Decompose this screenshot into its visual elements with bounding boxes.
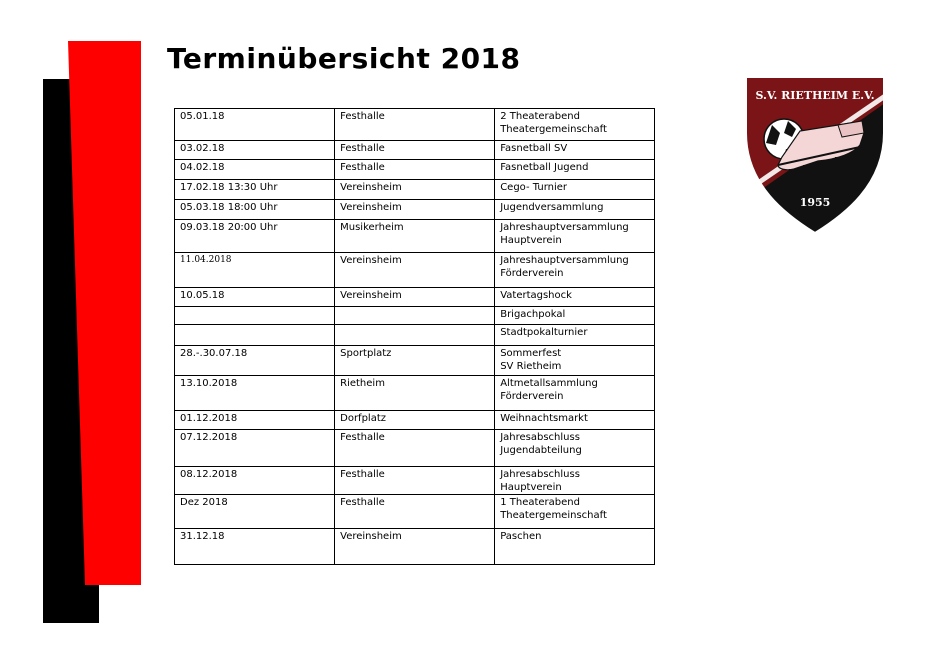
date-cell: 17.02.18 13:30 Uhr bbox=[175, 180, 335, 200]
event-cell: Fasnetball SV bbox=[495, 141, 655, 160]
date-cell: 13.10.2018 bbox=[175, 376, 335, 411]
event-cell: Jahreshauptversammlung Hauptverein bbox=[495, 220, 655, 253]
place-cell bbox=[335, 325, 495, 346]
place-cell: Festhalle bbox=[335, 160, 495, 180]
date-cell: Dez 2018 bbox=[175, 495, 335, 529]
event-cell: Jugendversammlung bbox=[495, 200, 655, 220]
place-cell: Vereinsheim bbox=[335, 288, 495, 307]
place-cell: Festhalle bbox=[335, 495, 495, 529]
table-row bbox=[175, 529, 655, 565]
table-row bbox=[175, 288, 655, 307]
date-cell bbox=[175, 307, 335, 325]
event-cell: Jahresabschluss Hauptverein bbox=[495, 467, 655, 495]
table-row bbox=[175, 253, 655, 288]
event-cell: 2 Theaterabend Theatergemeinschaft bbox=[495, 109, 655, 141]
event-cell: Vatertagshock bbox=[495, 288, 655, 307]
place-cell: Vereinsheim bbox=[335, 200, 495, 220]
date-cell: 09.03.18 20:00 Uhr bbox=[175, 220, 335, 253]
date-cell: 04.02.18 bbox=[175, 160, 335, 180]
place-cell: Vereinsheim bbox=[335, 180, 495, 200]
place-cell: Dorfplatz bbox=[335, 411, 495, 430]
table-row bbox=[175, 160, 655, 180]
table-row bbox=[175, 325, 655, 346]
date-cell: 11.04.2018 bbox=[175, 253, 335, 288]
place-cell: Festhalle bbox=[335, 430, 495, 467]
place-cell: Rietheim bbox=[335, 376, 495, 411]
date-cell: 10.05.18 bbox=[175, 288, 335, 307]
table-row bbox=[175, 467, 655, 495]
place-cell: Vereinsheim bbox=[335, 529, 495, 565]
table-row bbox=[175, 141, 655, 160]
table-row bbox=[175, 307, 655, 325]
date-cell: 07.12.2018 bbox=[175, 430, 335, 467]
place-cell bbox=[335, 307, 495, 325]
place-cell: Festhalle bbox=[335, 141, 495, 160]
table-row bbox=[175, 200, 655, 220]
logo-year: 1955 bbox=[799, 196, 831, 209]
date-cell: 05.03.18 18:00 Uhr bbox=[175, 200, 335, 220]
date-cell bbox=[175, 325, 335, 346]
table-row bbox=[175, 430, 655, 467]
place-cell: Festhalle bbox=[335, 467, 495, 495]
event-cell: Jahresabschluss Jugendabteilung bbox=[495, 430, 655, 467]
event-cell: Sommerfest SV Rietheim bbox=[495, 346, 655, 376]
event-cell: Stadtpokalturnier bbox=[495, 325, 655, 346]
table-row bbox=[175, 109, 655, 141]
club-crest-logo bbox=[742, 73, 888, 235]
event-cell: Jahreshauptversammlung Förderverein bbox=[495, 253, 655, 288]
table-row bbox=[175, 180, 655, 200]
place-cell: Sportplatz bbox=[335, 346, 495, 376]
event-cell: Weihnachtsmarkt bbox=[495, 411, 655, 430]
place-cell: Musikerheim bbox=[335, 220, 495, 253]
table-row bbox=[175, 220, 655, 253]
date-cell: 28.-.30.07.18 bbox=[175, 346, 335, 376]
date-cell: 01.12.2018 bbox=[175, 411, 335, 430]
schedule-table bbox=[174, 108, 655, 565]
event-cell: Fasnetball Jugend bbox=[495, 160, 655, 180]
table-row bbox=[175, 376, 655, 411]
table-row bbox=[175, 346, 655, 376]
event-cell: Brigachpokal bbox=[495, 307, 655, 325]
date-cell: 03.02.18 bbox=[175, 141, 335, 160]
logo-top-text: S.V. RIETHEIM E.V. bbox=[755, 89, 875, 102]
event-cell: 1 Theaterabend Theatergemeinschaft bbox=[495, 495, 655, 529]
table-row bbox=[175, 411, 655, 430]
event-cell: Cego- Turnier bbox=[495, 180, 655, 200]
date-cell: 08.12.2018 bbox=[175, 467, 335, 495]
date-cell: 05.01.18 bbox=[175, 109, 335, 141]
page-title: Terminübersicht 2018 bbox=[167, 42, 521, 75]
place-cell: Vereinsheim bbox=[335, 253, 495, 288]
event-cell: Paschen bbox=[495, 529, 655, 565]
event-cell: Altmetallsammlung Förderverein bbox=[495, 376, 655, 411]
table-row bbox=[175, 495, 655, 529]
place-cell: Festhalle bbox=[335, 109, 495, 141]
date-cell: 31.12.18 bbox=[175, 529, 335, 565]
